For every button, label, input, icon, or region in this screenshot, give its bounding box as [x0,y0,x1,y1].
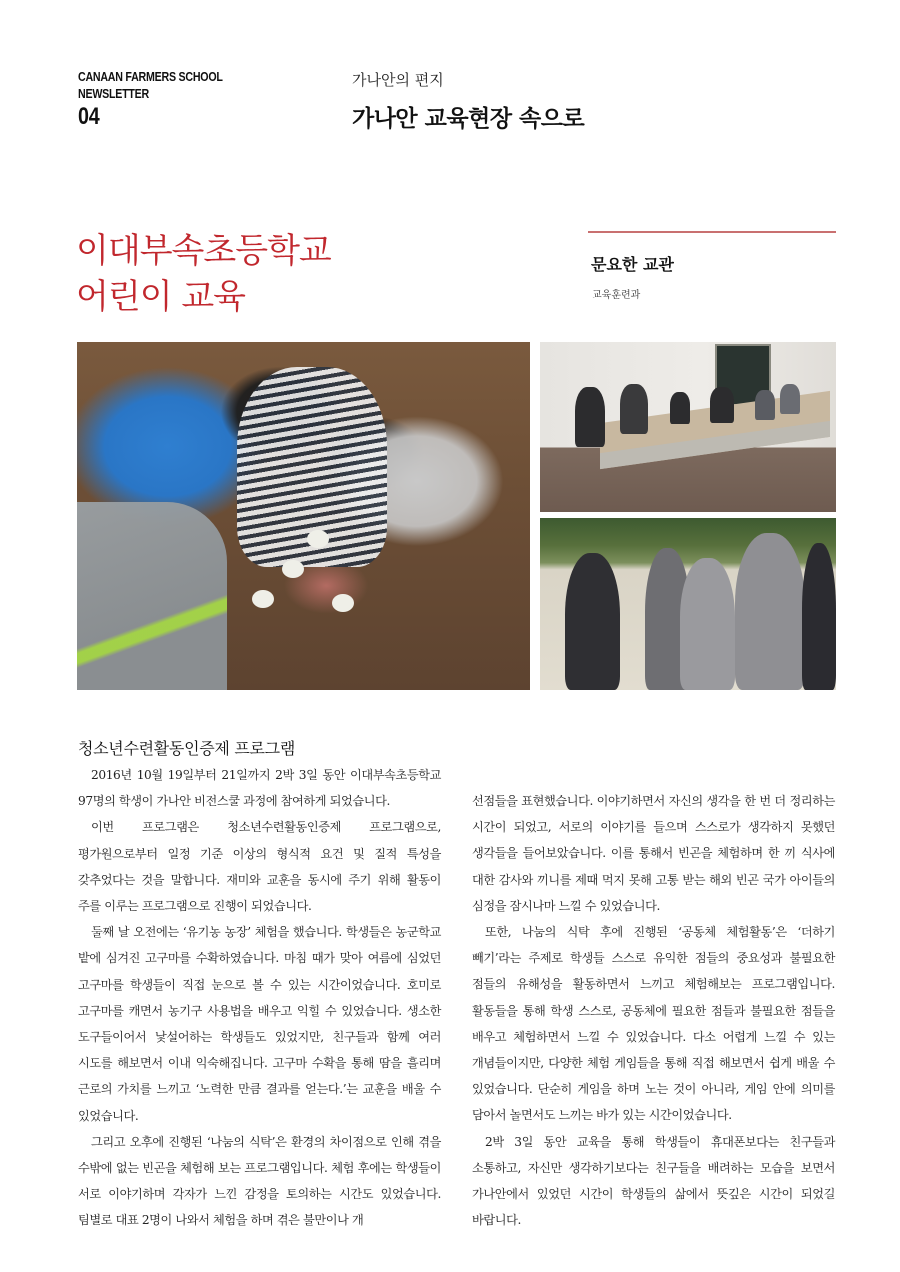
body-paragraph: 이번 프로그램은 청소년수련활동인증제 프로그램으로, 평가원으로부터 일정 기준 이상의 형식적 요건 및 질적 특성을 갖추었다는 것을 말합니다. 재미와 교훈을 동시에 주기 위해 활동이 주를 이루는 프로그램으로 진행이 되었습니다. [78,820,441,914]
publisher-name: CANAAN FARMERS SCHOOL [78,69,223,84]
body-paragraph: 2016년 10월 19일부터 21일까지 2박 3일 동안 이대부속초등학교 97명의 학생이 가나안 비전스쿨 과정에 참여하게 되었습니다. [78,768,441,809]
body-paragraph-continued: 선점들을 표현했습니다. 이야기하면서 자신의 생각을 한 번 더 정리하는 시간이 되었고, 서로의 이야기를 들으며 스스로가 생각하지 못했던 생각들을 들어보았습니다. 이를 통해서 빈곤을 체험하며 한 끼 식사에 대한 감사와 끼니를 제때 먹지 못해 고통 받는 해외 빈곤 국가 아이들의 심정을 잠시나마 느낄 수 있었습니다. [472,794,835,913]
photo-detail-student [680,558,735,690]
body-paragraph: 둘째 날 오전에는 ‘유기농 농장’ 체험을 했습니다. 학생들은 농군학교 밭에 심겨진 고구마를 수확하였습니다. 마침 때가 맞아 여름에 심었던 고구마를 학생들이 직접 눈으로 볼 수 있는 시간이었습니다. 호미로 고구마를 캐면서 농기구 사용법을 배우고 익힐 수 있었습니다. 생소한 도구들이어서 낯설어하는 학생들도 있었지만, 친구들과 함께 여러 시도를 해보면서 이내 익숙해집니다. 고구마 수확을 통해 땀을 흘리며 근로의 가치를 느끼고 ‘노력한 만큼 결과를 얻는다.’는 교훈을 배울 수 있었습니다. [78,925,441,1123]
article-title-line-1: 이대부속초등학교 [76,231,331,271]
section-kicker: 가나안의 편지 [352,71,444,89]
article-title [76,228,331,320]
article-body-left-column [78,762,441,1234]
section-title: 가나안 교육현장 속으로 [352,106,585,132]
photo-detail-student [710,387,734,423]
section-header [352,70,584,133]
photo-detail-glove [282,560,304,578]
photo-detail-student [565,553,620,690]
photo-detail-student [670,392,690,424]
photo-detail-student [802,543,836,690]
issue-number: 04 [78,103,100,130]
article-body-right-column [472,788,835,1233]
author-name: 문요한 교관 [591,255,674,274]
photo-detail-student [575,387,605,447]
publication-type: NEWSLETTER [78,86,149,101]
article-title-line-2: 어린이 교육 [76,277,246,317]
photo-student-presentation [540,342,836,512]
body-paragraph: 그리고 오후에 진행된 ‘나눔의 식탁’은 환경의 차이점으로 인해 겪을 수밖에 없는 빈곤을 체험해 보는 프로그램입니다. 체험 후에는 학생들이 서로 이야기하며 각자가 느낀 감정을 토의하는 시간도 있었습니다. 팀별로 대표 2명이 나와서 체험을 하며 겪은 불만이나 개 [78,1134,441,1228]
photo-outdoor-group-game [540,518,836,690]
photo-detail-glove [307,530,329,548]
body-paragraph: 2박 3일 동안 교육을 통해 학생들이 휴대폰보다는 친구들과 소통하고, 자신만 생각하기보다는 친구들을 배려하는 모습을 보면서 가나안에서 있었던 시간이 학생들의 삶에서 뜻깊은 시간이 되었길 바랍니다. [472,1134,835,1228]
photo-detail-student [780,384,800,414]
author-department: 교육훈련과 [592,290,641,301]
photo-detail-student [755,390,775,420]
photo-detail-glove [252,590,274,608]
photo-detail-student-leg [77,502,227,690]
photo-detail-glove [332,594,354,612]
photo-sweet-potato-harvest [77,342,530,690]
body-paragraph: 또한, 나눔의 식탁 후에 진행된 ‘공동체 체험활동’은 ‘더하기 빼기’라는 주제로 학생들 스스로 유익한 점들의 중요성과 불필요한 점들의 유해성을 활동하면서 느끼고 체험해보는 프로그램입니다. 활동들을 통해 학생 스스로, 공동체에 필요한 점들과 불필요한 점들을 배우고 체험하면서 느낄 수 있었습니다. 다소 어렵게 느낄 수 있는 개념들이지만, 다양한 체험 게임들을 통해 직접 해보면서 쉽게 배울 수 있었습니다. 단순히 게임을 하며 노는 것이 아니라, 게임 안에 의미를 담아서 놀면서도 느끼는 바가 있는 시간이었습니다. [472,925,835,1123]
program-heading: 청소년수련활동인증제 프로그램 [78,739,295,758]
byline-divider [588,231,836,233]
photo-detail-student [735,533,805,690]
newsletter-masthead [78,68,223,130]
photo-detail-student [620,384,648,434]
